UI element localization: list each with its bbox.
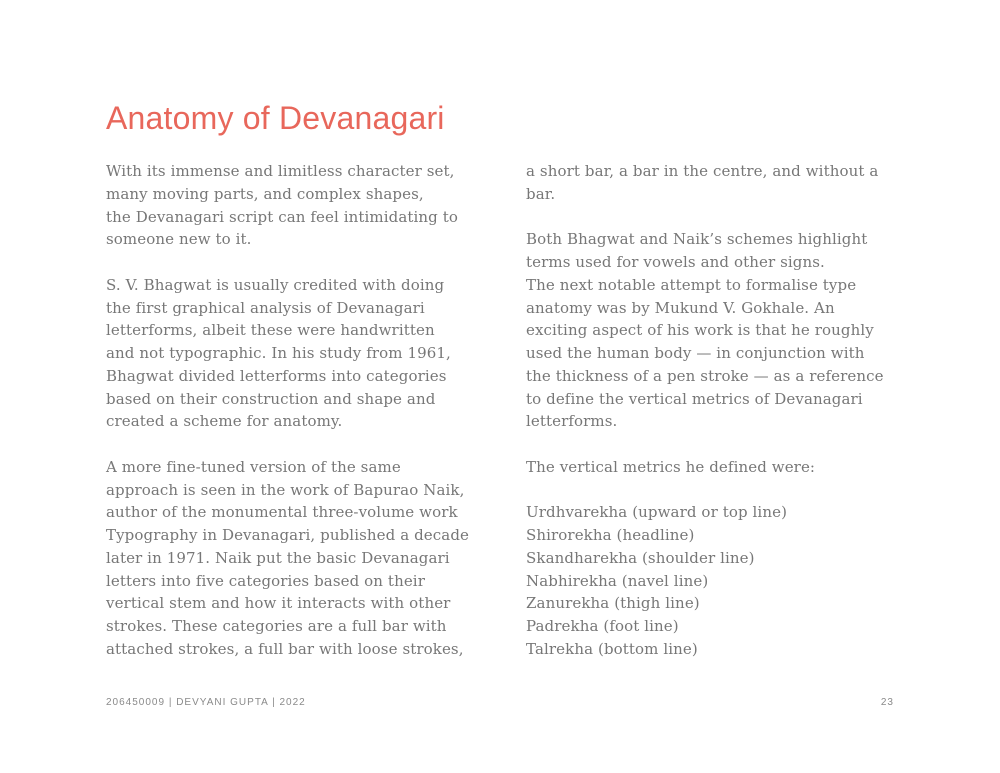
list-item: Talrekha (bottom line) [526, 639, 698, 658]
continuation-paragraph: a short bar, a bar in the centre, and without a bar. [526, 162, 879, 203]
right-column [526, 160, 906, 661]
list-item: Nabhirekha (navel line) [526, 571, 709, 590]
schemes-paragraph: Both Bhagwat and Naik’s schemes highlight terms used for vowels and other signs. [526, 230, 868, 271]
list-item: Padrekha (foot line) [526, 617, 679, 635]
intro-paragraph: With its immense and limitless character set, many moving parts, and complex shapes, the Devanagari script can feel intimidating to someone new to it. [106, 162, 459, 249]
footer-credit: 206450009 | DEVYANI GUPTA | 2022 [106, 697, 306, 708]
list-item: Zanurekha (thigh line) [526, 594, 700, 613]
page-number: 23 [880, 697, 894, 708]
list-item: Skandharekha (shoulder line) [526, 548, 755, 567]
list-item: Shirorekha (headline) [526, 526, 695, 544]
page-title: Anatomy of Devanagari [106, 100, 445, 136]
naik-paragraph: A more fine-tuned version of the same approach is seen in the work of Bapurao Naik, author of the monumental three-volume work Typography in Devanagari, published a decade later in 1971. Naik put the basic Devanagari letters into five categories based on their vertical stem and how it interacts with other strokes. These categories are a full bar with attached strokes, a full bar with loose strokes, [106, 457, 470, 658]
metrics-intro: The vertical metrics he defined were: [526, 457, 816, 476]
metrics-list [526, 501, 906, 660]
gokhale-paragraph: The next notable attempt to formalise type anatomy was by Mukund V. Gokhale. An exciting aspect of his work is that he roughly used the human body — in conjunction with the thickness of a pen stroke — as a reference to define the vertical metrics of Devanagari letterforms. [526, 275, 884, 431]
bhagwat-paragraph: S. V. Bhagwat is usually credited with doing the first graphical analysis of Devanagari letterforms, albeit these were handwritten and not typographic. In his study from 1961, Bhagwat divided letterforms into categories based on their construction and shape and created a scheme for anatomy. [106, 275, 451, 431]
left-column [106, 160, 486, 661]
list-item: Urdhvarekha (upward or top line) [526, 503, 788, 522]
